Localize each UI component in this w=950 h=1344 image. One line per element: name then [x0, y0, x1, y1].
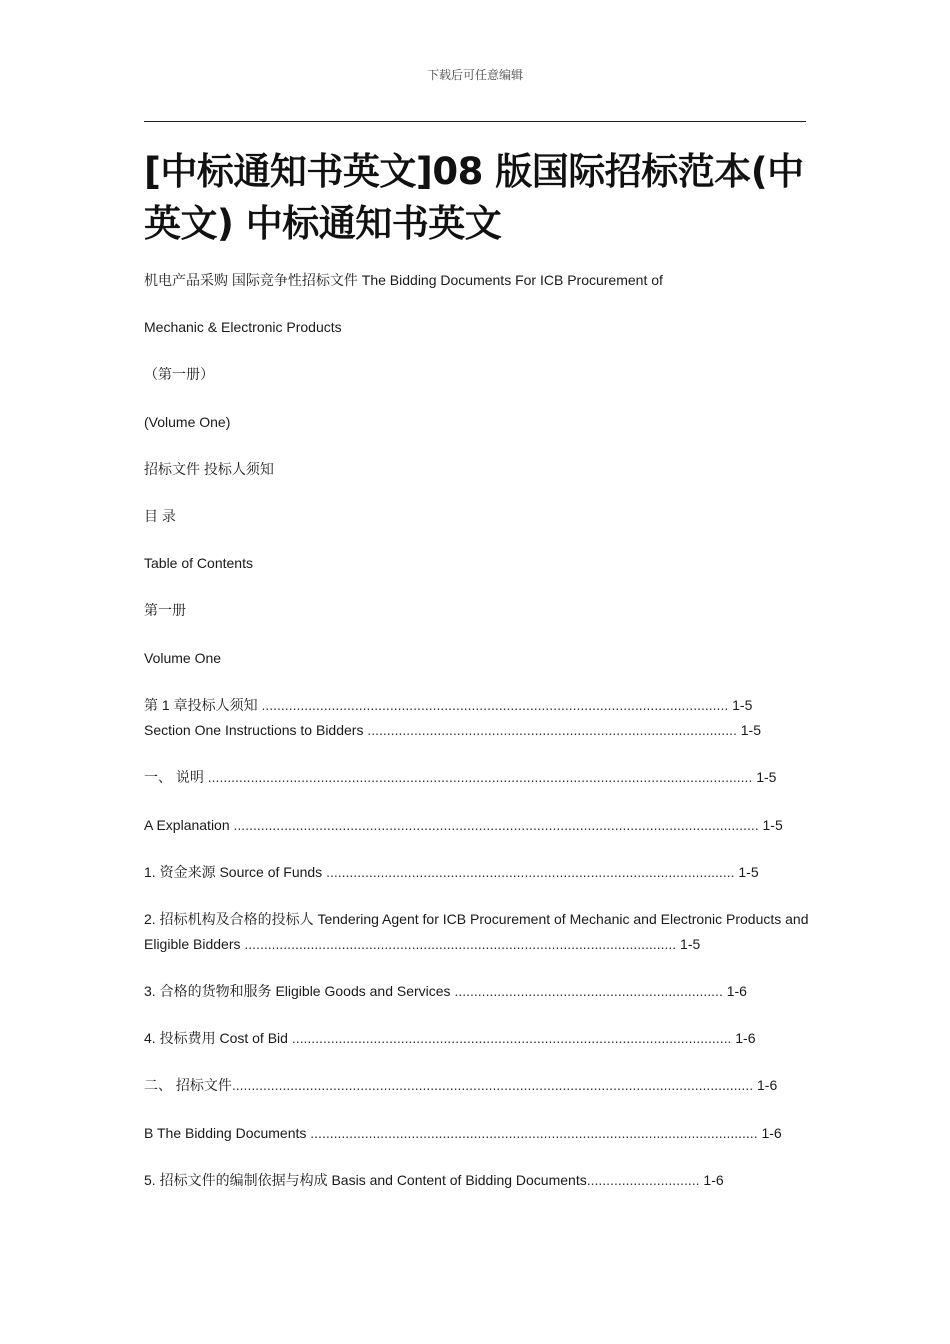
toc-page: 1-5 [676, 936, 701, 952]
toc-entry[interactable] [144, 1168, 724, 1193]
toc-entry[interactable] [144, 693, 752, 718]
toc-entry[interactable] [144, 1026, 755, 1051]
toc-entry-text: A Explanation [144, 817, 230, 833]
toc-entry-text: Section One Instructions to Bidders [144, 722, 364, 738]
toc-entry[interactable] [144, 907, 809, 957]
toc-leader: ................................................................................................................... [306, 1125, 758, 1141]
toc-entry[interactable] [144, 860, 759, 885]
toc-entry-text: 2. 招标机构及合格的投标人 Tendering Agent for ICB Procurement of Mechanic and Electronic Products and Eligible Bidders [144, 911, 809, 952]
toc-leader: ....................................................................................................................................... [229, 817, 759, 833]
toc-entry-text: 二、 招标文件 [144, 1077, 232, 1093]
toc-page: 1-6 [699, 1172, 724, 1188]
header-divider [144, 121, 806, 122]
header-note: 下载后可任意编辑 [426, 68, 523, 82]
toc-entry-text: 3. 合格的货物和服务 Eligible Goods and Services [144, 983, 451, 999]
toc-entry-text: 第 1 章投标人须知 [144, 697, 258, 713]
toc-entry[interactable] [144, 979, 747, 1004]
toc-entry-text: 一、 说明 [144, 769, 204, 785]
toc-leader: ............................. [586, 1172, 700, 1188]
volume-en: (Volume One) [144, 414, 231, 430]
toc-page: 1-5 [736, 722, 761, 738]
toc-leader: ............................................................................................... [363, 722, 737, 738]
toc-entry[interactable] [144, 1121, 782, 1146]
toc-page: 1-5 [758, 817, 783, 833]
volume-one-cn: 第一册 [144, 602, 186, 618]
toc-page: 1-5 [728, 697, 753, 713]
toc-page: 1-6 [731, 1030, 756, 1046]
toc-entry-text: B The Bidding Documents [144, 1125, 307, 1141]
toc-page: 1-5 [734, 864, 759, 880]
contents-heading-cn: 目 录 [144, 508, 176, 524]
toc-page: 1-6 [757, 1125, 782, 1141]
subtitle: 招标文件 投标人须知 [144, 461, 274, 477]
toc-leader: ........................................................................................................................ [257, 697, 729, 713]
toc-entry-text: 5. 招标文件的编制依据与构成 Basis and Content of Bidding Documents [144, 1172, 587, 1188]
toc-leader: ...................................................................................................................................... [231, 1077, 754, 1093]
document-title: [中标通知书英文]08 版国际招标范本(中英文) 中标通知书英文 [144, 150, 804, 245]
toc-page: 1-5 [752, 769, 777, 785]
intro-line-2: Mechanic & Electronic Products [144, 319, 342, 335]
intro-line-1: 机电产品采购 国际竞争性招标文件 The Bidding Documents For ICB Procurement of [144, 272, 663, 288]
volume-cn: （第一册） [144, 366, 214, 382]
toc-entry-text: 1. 资金来源 Source of Funds [144, 864, 323, 880]
toc-leader: ............................................................................................................... [240, 936, 677, 952]
toc-entry[interactable] [144, 765, 776, 790]
toc-leader: ................................................................................................................. [287, 1030, 732, 1046]
volume-one-en: Volume One [144, 650, 222, 666]
toc-leader: ..................................................................... [450, 983, 723, 999]
toc-leader: ......................................................................................................... [322, 864, 735, 880]
toc-page: 1-6 [722, 983, 747, 999]
toc-entry-text: 4. 投标费用 Cost of Bid [144, 1030, 288, 1046]
toc-page: 1-6 [753, 1077, 778, 1093]
toc-leader: ............................................................................................................................................ [203, 769, 753, 785]
contents-heading-en: Table of Contents [144, 555, 253, 571]
toc-entry[interactable] [144, 813, 783, 838]
toc-entry[interactable] [144, 718, 761, 743]
toc-entry[interactable] [144, 1073, 777, 1098]
